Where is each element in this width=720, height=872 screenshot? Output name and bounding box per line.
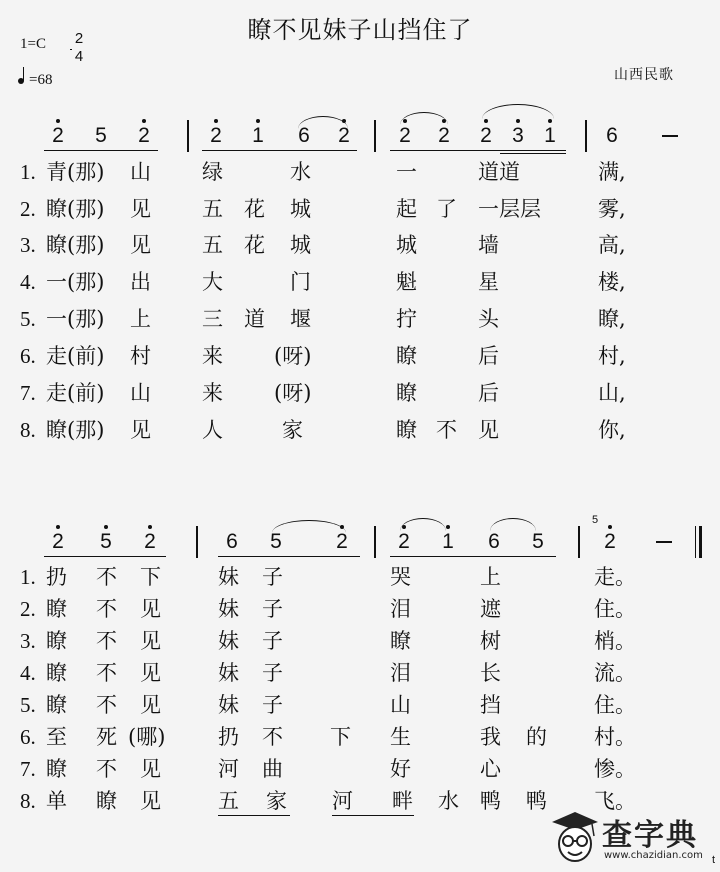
- lyric: 高,: [598, 233, 626, 257]
- lyric: 五: [202, 233, 223, 257]
- lyric: 城: [396, 233, 417, 257]
- lyric-underline: [218, 815, 290, 816]
- note: 5: [96, 530, 116, 554]
- lyric: 瞭: [46, 629, 67, 653]
- note: 1: [540, 124, 560, 148]
- lyric: 堰: [290, 307, 311, 331]
- note: 2: [206, 124, 226, 148]
- lyric: (呀): [274, 344, 312, 368]
- watermark-url: www.chazidian.com: [604, 850, 703, 861]
- lyric: 瞭: [46, 757, 67, 781]
- underline-beam: [218, 556, 360, 557]
- lyric: 上: [130, 307, 151, 331]
- note: 2: [48, 124, 68, 148]
- lyric: (哪): [128, 725, 166, 749]
- lyric: 子: [262, 693, 283, 717]
- note: 2: [334, 124, 354, 148]
- lyric: 城: [290, 197, 311, 221]
- lyric: 至: [46, 725, 67, 749]
- lyric: 家: [266, 789, 287, 813]
- lyric: 鸭: [526, 789, 547, 813]
- lyric: 的: [526, 725, 547, 749]
- lyric: 哭: [390, 565, 411, 589]
- lyric: 走。: [594, 565, 636, 589]
- lyric: 曲: [262, 757, 283, 781]
- lyric: 你,: [598, 418, 626, 442]
- note: 2: [395, 124, 415, 148]
- lyric: 来: [202, 344, 223, 368]
- lyric: 见: [140, 629, 161, 653]
- lyric: 不: [436, 418, 457, 442]
- lyric: 瞭: [96, 789, 117, 813]
- lyric: 了: [436, 197, 457, 221]
- lyric: 一层层: [478, 197, 541, 221]
- verse-number: 2.: [20, 197, 36, 221]
- lyric: 不: [96, 629, 117, 653]
- verse-number: 4.: [20, 270, 36, 294]
- lyric: 出: [130, 270, 151, 294]
- lyric: 水: [290, 160, 311, 184]
- lyric: 死: [96, 725, 117, 749]
- lyric: 住。: [594, 597, 636, 621]
- note: 6: [298, 124, 310, 147]
- lyric: 挡: [480, 693, 501, 717]
- lyric: 门: [290, 270, 311, 294]
- lyric: 山: [390, 693, 411, 717]
- lyric: 村,: [598, 344, 626, 368]
- lyric: 瞭,: [598, 307, 626, 331]
- tempo-mark: [18, 72, 52, 89]
- lyric: 道道: [478, 160, 520, 184]
- lyric: 满,: [598, 160, 626, 184]
- lyric: 见: [140, 661, 161, 685]
- lyric: 妹: [218, 597, 239, 621]
- lyric: 飞。: [594, 789, 636, 813]
- lyric: 村。: [594, 725, 636, 749]
- lyric: 泪: [390, 661, 411, 685]
- lyric: 五: [218, 789, 239, 813]
- verse-number: 8.: [20, 789, 36, 813]
- lyric: 妹: [218, 661, 239, 685]
- lyric: 生: [390, 725, 411, 749]
- verse-number: 6.: [20, 725, 36, 749]
- note: 6: [226, 530, 238, 553]
- lyric: 子: [262, 629, 283, 653]
- lyric: 来: [202, 381, 223, 405]
- lyric: 三: [202, 307, 223, 331]
- tie-arc: [298, 116, 348, 129]
- time-signature: [70, 30, 88, 66]
- dash-extension: [662, 135, 678, 137]
- lyric: 瞭: [390, 629, 411, 653]
- lyric: 见: [478, 418, 499, 442]
- lyric: 子: [262, 597, 283, 621]
- lyric: 见: [140, 789, 161, 813]
- lyric: 瞭: [46, 693, 67, 717]
- lyric: 不: [262, 725, 283, 749]
- note: 5: [270, 530, 282, 553]
- lyric: 妹: [218, 565, 239, 589]
- quarter-note-icon: [18, 78, 24, 84]
- underline-beam: [44, 150, 158, 151]
- barline: [374, 526, 376, 558]
- lyric: 惨。: [594, 757, 636, 781]
- grace-note: 5: [592, 514, 599, 526]
- verse-number: 6.: [20, 344, 36, 368]
- lyric: 长: [480, 661, 501, 685]
- lyric: 青(那): [46, 160, 105, 184]
- site-watermark: [548, 808, 710, 866]
- verse-number: 3.: [20, 233, 36, 257]
- lyric: 瞭: [46, 597, 67, 621]
- lyric: 见: [130, 418, 151, 442]
- tie-arc: [272, 520, 346, 533]
- time-numerator: 2: [74, 30, 84, 47]
- underline-beam: [202, 150, 357, 151]
- lyric: 泪: [390, 597, 411, 621]
- lyric: 起: [396, 197, 417, 221]
- lyric: 扔: [46, 565, 67, 589]
- lyric: 不: [96, 565, 117, 589]
- lyric: 一(那): [46, 307, 105, 331]
- lyric: 子: [262, 565, 283, 589]
- fraction-bar: [70, 49, 72, 50]
- final-barline-thick: [699, 526, 702, 558]
- lyric: 住。: [594, 693, 636, 717]
- lyric: 拧: [396, 307, 417, 331]
- lyric: 不: [96, 597, 117, 621]
- lyric: 瞭(那): [46, 418, 105, 442]
- verse-number: 1.: [20, 160, 36, 184]
- lyric: 子: [262, 661, 283, 685]
- verse-number: 8.: [20, 418, 36, 442]
- underline-beam: [44, 556, 166, 557]
- lyric: 梢。: [594, 629, 636, 653]
- lyric: 遮: [480, 597, 501, 621]
- verse-number: 4.: [20, 661, 36, 685]
- lyric: 不: [96, 661, 117, 685]
- lyric: 鸭: [480, 789, 501, 813]
- lyric: 山,: [598, 381, 626, 405]
- lyric: 妹: [218, 693, 239, 717]
- lyric: 见: [140, 597, 161, 621]
- watermark-logo-text: 查字典: [602, 818, 698, 853]
- lyric: 瞭: [46, 661, 67, 685]
- tempo-value: =68: [29, 72, 53, 88]
- lyric: 五: [202, 197, 223, 221]
- note: 5: [532, 530, 544, 553]
- lyric: 我: [480, 725, 501, 749]
- lyric: 瞭: [396, 418, 417, 442]
- lyric: 瞭: [396, 381, 417, 405]
- note: 6: [488, 530, 500, 553]
- lyric: 下: [140, 565, 161, 589]
- lyric: 见: [130, 197, 151, 221]
- lyric: 好: [390, 757, 411, 781]
- lyric: 后: [478, 381, 499, 405]
- lyric: 星: [478, 270, 499, 294]
- lyric: 畔: [392, 789, 413, 813]
- barline: [374, 120, 376, 152]
- lyric: 走(前): [46, 344, 105, 368]
- underline-beam: [390, 150, 566, 151]
- barline: [196, 526, 198, 558]
- time-denominator: 4: [74, 48, 84, 65]
- lyric: 花: [244, 233, 265, 257]
- lyric: 一(那): [46, 270, 105, 294]
- verse-number: 1.: [20, 565, 36, 589]
- note: 2: [48, 530, 68, 554]
- lyric: 河: [332, 789, 353, 813]
- lyric: 不: [96, 693, 117, 717]
- lyric: 村: [130, 344, 151, 368]
- lyric: 楼,: [598, 270, 626, 294]
- barline: [585, 120, 587, 152]
- slur-arc: [482, 104, 554, 119]
- note: 2: [140, 530, 160, 554]
- underline-beam: [500, 153, 566, 154]
- verse-number: 5.: [20, 307, 36, 331]
- edge-letter: t: [712, 854, 716, 866]
- final-barline-thin: [695, 526, 696, 558]
- note: 2: [332, 530, 352, 554]
- lyric: 大: [202, 270, 223, 294]
- lyric: 见: [130, 233, 151, 257]
- lyric: 水: [438, 789, 459, 813]
- song-title: 瞭不见妹子山挡住了: [247, 16, 473, 44]
- lyric: 心: [480, 757, 501, 781]
- lyric: 走(前): [46, 381, 105, 405]
- verse-number: 7.: [20, 381, 36, 405]
- barline: [187, 120, 189, 152]
- mascot-icon: [550, 810, 600, 864]
- note: 2: [600, 530, 620, 554]
- lyric: 流。: [594, 661, 636, 685]
- verse-number: 7.: [20, 757, 36, 781]
- key-signature: 1=C: [20, 36, 46, 52]
- note: 2: [476, 124, 496, 148]
- note: 6: [606, 124, 618, 147]
- barline: [578, 526, 580, 558]
- tie-arc: [400, 518, 446, 531]
- verse-number: 3.: [20, 629, 36, 653]
- lyric: 树: [480, 629, 501, 653]
- note: 3: [508, 124, 528, 148]
- note: 2: [434, 124, 454, 148]
- verse-number: 5.: [20, 693, 36, 717]
- lyric: 山: [130, 160, 151, 184]
- tie-arc: [400, 112, 448, 125]
- lyric: 城: [290, 233, 311, 257]
- lyric: 雾,: [598, 197, 626, 221]
- tie-arc: [490, 518, 536, 531]
- lyric: 山: [130, 381, 151, 405]
- lyric: 后: [478, 344, 499, 368]
- song-origin: 山西民歌: [614, 67, 674, 83]
- lyric: 上: [480, 565, 501, 589]
- verse-number: 2.: [20, 597, 36, 621]
- lyric: 魁: [396, 270, 417, 294]
- lyric: 瞭: [396, 344, 417, 368]
- lyric: 下: [330, 725, 351, 749]
- lyric: 花: [244, 197, 265, 221]
- lyric: 单: [46, 789, 67, 813]
- underline-beam: [390, 556, 556, 557]
- note: 1: [438, 530, 458, 554]
- note: 5: [95, 124, 107, 147]
- lyric: 瞭(那): [46, 233, 105, 257]
- lyric: 不: [96, 757, 117, 781]
- lyric: 绿: [202, 160, 223, 184]
- note: 1: [248, 124, 268, 148]
- lyric: 河: [218, 757, 239, 781]
- lyric: (呀): [274, 381, 312, 405]
- lyric: 瞭(那): [46, 197, 105, 221]
- lyric: 墙: [478, 233, 499, 257]
- lyric: 见: [140, 693, 161, 717]
- lyric: 见: [140, 757, 161, 781]
- lyric: 家: [282, 418, 303, 442]
- note: 2: [394, 530, 414, 554]
- lyric: 一: [396, 160, 417, 184]
- dash-extension: [656, 541, 672, 543]
- lyric: 妹: [218, 629, 239, 653]
- lyric: 扔: [218, 725, 239, 749]
- lyric-underline: [332, 815, 414, 816]
- lyric: 道: [244, 307, 265, 331]
- lyric: 人: [202, 418, 223, 442]
- lyric: 头: [478, 307, 499, 331]
- note: 2: [134, 124, 154, 148]
